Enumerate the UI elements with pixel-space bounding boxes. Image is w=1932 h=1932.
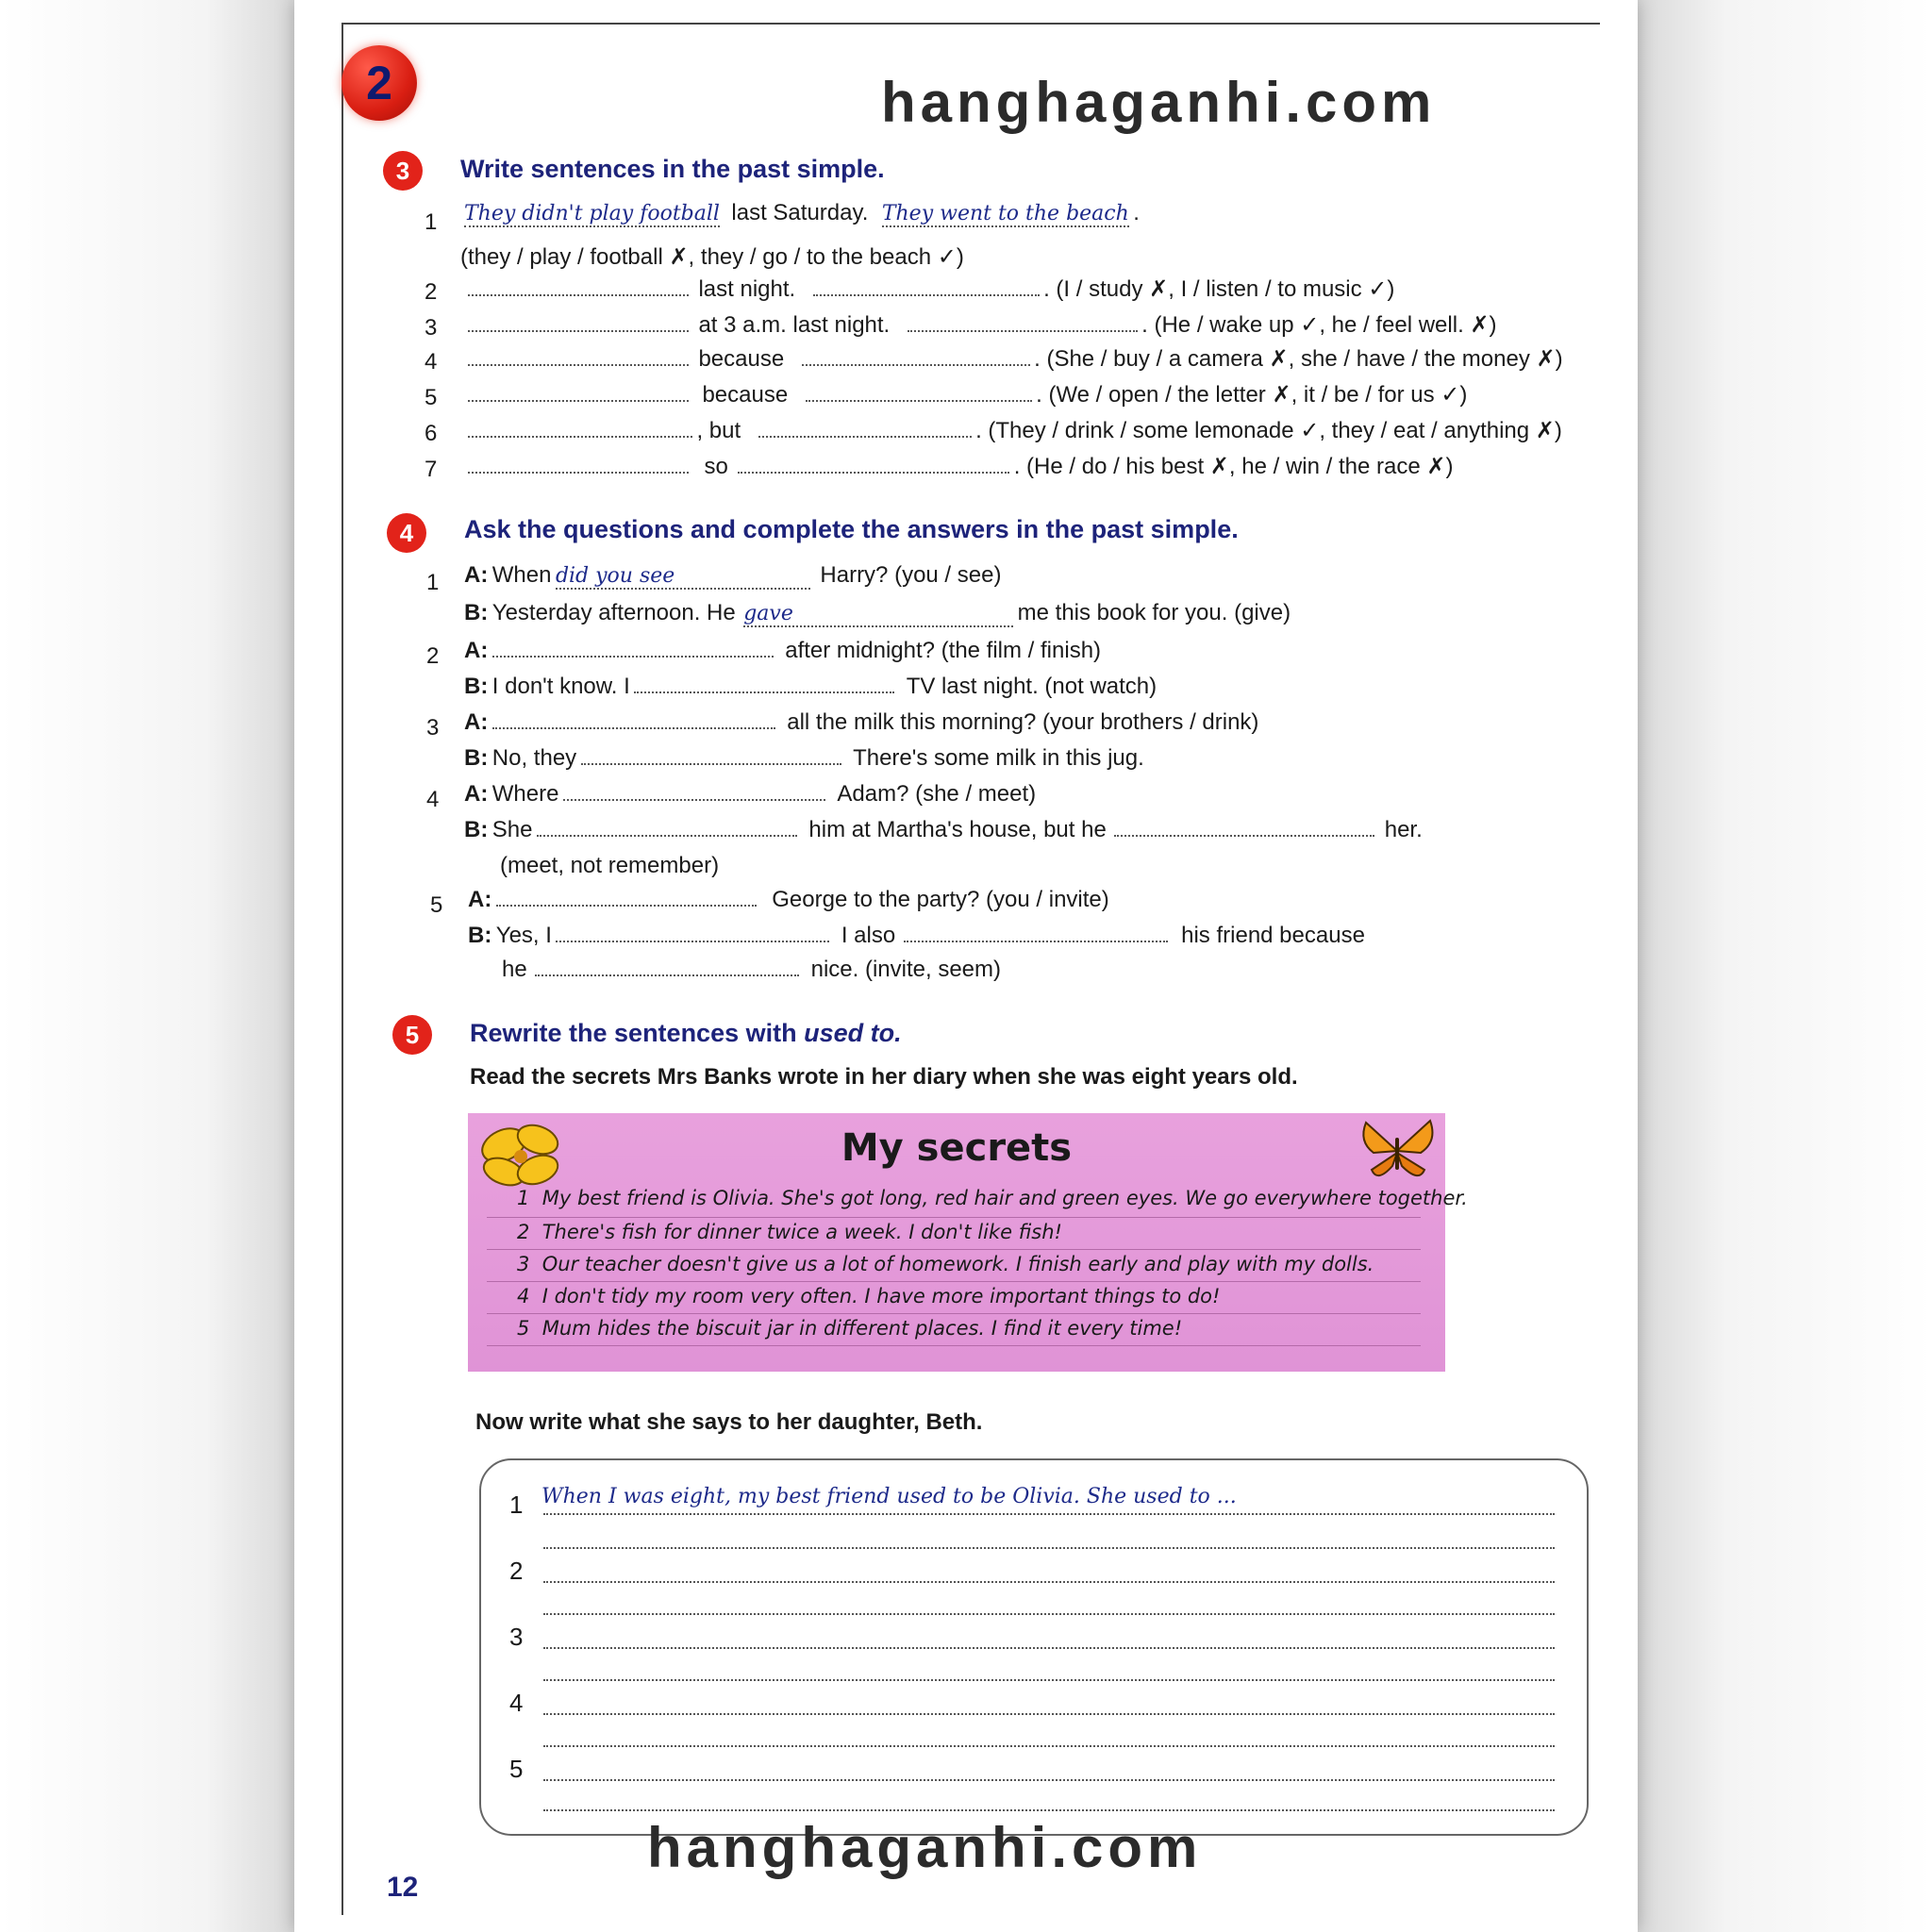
ex4-q5-c-post: nice. (invite, seem)	[810, 957, 1002, 982]
ex4-q4-a-label: A:	[464, 781, 489, 807]
ex3-item-6-line	[468, 417, 1562, 444]
ex4-q5-number: 5	[430, 892, 443, 918]
ex3-item-7-prompt: . (He / do / his best ✗, he / win / the race ✗)	[1013, 454, 1454, 479]
ex4-q1-a-answer: did you see	[556, 564, 810, 590]
secret-text: I don't tidy my room very often. I have more important things to do!	[541, 1285, 1221, 1307]
page-shadow-right	[1638, 0, 1932, 1932]
ex4-q4-b-line	[464, 817, 1423, 843]
ex4-q2-b-blank[interactable]	[634, 690, 894, 693]
ex4-q4-a-line	[464, 781, 1036, 808]
ex4-q3-b-pre: No, they	[491, 745, 577, 771]
write-number-4: 4	[509, 1689, 524, 1717]
ex3-item-6-number: 6	[425, 421, 438, 446]
exercise-5-title-text: Rewrite the sentences with	[470, 1019, 805, 1047]
ex4-q5-a-label: A:	[468, 887, 492, 912]
ex4-q1-number: 1	[426, 570, 440, 595]
write-number-2: 2	[509, 1557, 524, 1585]
ex3-item-7-line	[468, 453, 1453, 480]
ex3-item-4-prompt: . (She / buy / a camera ✗, she / have / the money ✗)	[1034, 346, 1563, 372]
answer-line-4a[interactable]	[543, 1713, 1555, 1715]
page-shadow-left	[0, 0, 294, 1932]
butterfly-icon	[1355, 1113, 1440, 1189]
ex4-q4-a-post: Adam? (she / meet)	[837, 781, 1037, 807]
ex3-item-2-mid: last night.	[698, 276, 796, 302]
ex4-q5-b-blank-1[interactable]	[556, 939, 829, 942]
ex4-q2-b-pre: I don't know. I	[491, 674, 630, 699]
exercise-5-instruction-2: Now write what she says to her daughter, Beth.	[475, 1409, 983, 1435]
ex3-item-4-line	[468, 345, 1563, 373]
ex3-item-5-number: 5	[425, 385, 438, 410]
ex3-example-prompt: (they / play / football ✗, they / go / to the beach ✓)	[460, 244, 964, 270]
ex3-item-7-blank-2[interactable]	[738, 470, 1009, 474]
ex3-item-6-blank-1[interactable]	[468, 434, 692, 438]
ex4-q4-b-blank-1[interactable]	[537, 833, 797, 837]
answer-line-5a[interactable]	[543, 1779, 1555, 1781]
ex3-item-6-blank-2[interactable]	[758, 434, 972, 438]
ex4-q1-a-pre: When	[491, 562, 552, 588]
ex3-item-3-mid: at 3 a.m. last night.	[698, 312, 891, 338]
answer-line-2a[interactable]	[543, 1581, 1555, 1583]
ex4-q5-a-post: George to the party? (you / invite)	[772, 887, 1109, 912]
ex3-item-2-blank-2[interactable]	[813, 292, 1040, 296]
ex4-q3-a-post: all the milk this morning? (your brothers / drink)	[787, 709, 1259, 735]
ex3-item-5-prompt: . (We / open / the letter ✗, it / be / for us ✓)	[1036, 382, 1468, 408]
ex3-item-5-blank-2[interactable]	[806, 398, 1032, 402]
secret-item-3	[517, 1253, 1374, 1275]
ex4-q2-b-line	[464, 674, 1157, 700]
ex4-q3-a-line	[464, 709, 1258, 736]
ex3-item-2-number: 2	[425, 279, 438, 305]
ex4-q2-a-blank[interactable]	[492, 654, 774, 658]
secret-rule	[487, 1217, 1421, 1218]
answer-line-3b[interactable]	[543, 1679, 1555, 1681]
ex4-q1-a-line	[464, 562, 1001, 590]
ex3-item-4-blank-1[interactable]	[468, 362, 689, 366]
ex4-q3-b-label: B:	[464, 745, 489, 771]
exercise-3-number: 3	[383, 151, 423, 191]
ex3-example-end: .	[1133, 200, 1140, 225]
ex4-q2-b-label: B:	[464, 674, 489, 699]
ex4-q5-a-blank[interactable]	[496, 903, 757, 907]
watermark-bottom: hanghaganhi.com	[647, 1816, 1203, 1879]
ex4-q3-a-label: A:	[464, 709, 489, 735]
ex4-q5-b-post: his friend because	[1181, 923, 1365, 948]
ex4-q2-a-line	[464, 638, 1101, 664]
secrets-panel	[468, 1113, 1468, 1372]
ex3-item-3-number: 3	[425, 315, 438, 341]
ex3-item-2-prompt: . (I / study ✗, I / listen / to music ✓)	[1043, 276, 1395, 302]
ex3-item-6-mid: , but	[696, 418, 741, 443]
ex4-q4-b-prompt: (meet, not remember)	[500, 853, 720, 878]
secret-rule	[487, 1281, 1421, 1282]
secret-text: There's fish for dinner twice a week. I don't like fish!	[541, 1221, 1062, 1243]
secret-text: Our teacher doesn't give us a lot of homework. I finish early and play with my dolls.	[541, 1253, 1374, 1275]
secret-number: 2	[517, 1221, 530, 1243]
ex4-q4-a-pre: Where	[491, 781, 559, 807]
exercise-5-title-emphasis: used to.	[804, 1019, 902, 1047]
ex4-q5-c-blank[interactable]	[535, 973, 799, 976]
ex3-item-1-line	[464, 200, 1140, 226]
ex3-item-1-number: 1	[425, 209, 438, 235]
write-number-5: 5	[509, 1755, 524, 1783]
ex3-item-4-number: 4	[425, 349, 438, 375]
secret-item-4	[517, 1285, 1220, 1307]
write-number-3: 3	[509, 1623, 524, 1651]
ex4-q1-b-label: B:	[464, 600, 489, 625]
ex4-q4-b-pre: She	[491, 817, 533, 842]
secret-rule	[487, 1313, 1421, 1314]
secret-item-5	[517, 1317, 1182, 1340]
answer-line-1b[interactable]	[543, 1547, 1555, 1549]
ex3-item-4-mid: because	[698, 346, 785, 372]
ex4-q5-b-blank-2[interactable]	[904, 939, 1168, 942]
ex3-item-3-blank-2[interactable]	[908, 328, 1138, 332]
ex3-item-2-blank-1[interactable]	[468, 292, 689, 296]
ex4-q1-b-line	[464, 600, 1291, 627]
ex4-q5-b-mid: I also	[841, 923, 896, 948]
ex4-q4-b-blank-2[interactable]	[1114, 833, 1374, 837]
watermark-top: hanghaganhi.com	[881, 71, 1437, 134]
ex3-example-answer-1: They didn't play football	[464, 202, 720, 225]
ex4-q3-b-blank[interactable]	[581, 761, 841, 765]
ex3-item-5-line	[468, 381, 1467, 408]
ex4-q5-a-line	[468, 887, 1109, 913]
ex3-item-3-prompt: . (He / wake up ✓, he / feel well. ✗)	[1141, 312, 1497, 338]
ex4-q4-number: 4	[426, 787, 440, 812]
ex3-item-7-mid: so	[704, 454, 728, 479]
ex4-q5-c-line	[502, 957, 1001, 983]
exercise-5-title	[470, 1019, 902, 1048]
secrets-title: My secrets	[841, 1126, 1073, 1170]
ex3-item-7-number: 7	[425, 457, 438, 482]
answer-line-3a[interactable]	[543, 1647, 1555, 1649]
ex3-item-6-prompt: . (They / drink / some lemonade ✓, they / eat / anything ✗)	[975, 418, 1562, 443]
secret-item-1	[517, 1187, 1468, 1209]
exercise-5-number: 5	[392, 1015, 432, 1055]
ex4-q5-c-pre: he	[502, 957, 527, 982]
ex4-q1-b-answer: gave	[743, 602, 1013, 627]
ex4-q1-a-label: A:	[464, 562, 489, 588]
answer-line-5b[interactable]	[543, 1809, 1555, 1811]
ex4-q3-number: 3	[426, 715, 440, 741]
example-answer: When I was eight, my best friend used to be Olivia. She used to ...	[541, 1485, 1237, 1508]
ex4-q4-b-post: her.	[1384, 817, 1423, 842]
ex4-q5-b-label: B:	[468, 923, 492, 948]
secret-number: 5	[517, 1317, 530, 1340]
exercise-5-instruction: Read the secrets Mrs Banks wrote in her diary when she was eight years old.	[470, 1064, 1298, 1090]
ex3-example-answer-2: They went to the beach	[881, 202, 1129, 225]
ex4-q1-b-pre: Yesterday afternoon. He	[491, 600, 736, 625]
exercise-3-title: Write sentences in the past simple.	[460, 155, 885, 183]
ex4-q2-b-post: TV last night. (not watch)	[906, 674, 1158, 699]
ex3-example-text-1: last Saturday.	[731, 200, 869, 225]
ex4-q2-number: 2	[426, 643, 440, 669]
page-frame-left	[341, 23, 343, 1915]
ex3-item-5-blank-1[interactable]	[468, 398, 689, 402]
ex3-item-5-mid: because	[702, 382, 789, 408]
ex4-q1-b-post: me this book for you. (give)	[1017, 600, 1291, 625]
ex3-item-4-blank-2[interactable]	[802, 362, 1030, 366]
ex4-q4-b-label: B:	[464, 817, 489, 842]
secret-text: Mum hides the biscuit jar in different places. I find it every time!	[541, 1317, 1183, 1340]
write-number-1: 1	[509, 1491, 524, 1519]
ex3-item-2-line	[468, 275, 1394, 303]
secret-number: 4	[517, 1285, 530, 1307]
exercise-4-number: 4	[387, 513, 426, 553]
unit-number-badge: 2	[341, 45, 417, 121]
ex4-q1-a-post: Harry? (you / see)	[820, 562, 1002, 588]
ex4-q3-b-line	[464, 745, 1144, 772]
exercise-4-title: Ask the questions and complete the answers in the past simple.	[464, 515, 1239, 543]
secret-number: 3	[517, 1253, 530, 1275]
ex4-q2-a-post: after midnight? (the film / finish)	[785, 638, 1102, 663]
answer-line-4b[interactable]	[543, 1745, 1555, 1747]
secret-number: 1	[517, 1187, 530, 1209]
ex4-q5-b-line	[468, 923, 1365, 949]
answer-line-1a[interactable]	[543, 1513, 1555, 1515]
ex3-item-3-line	[468, 311, 1497, 339]
ex4-q5-b-pre: Yes, I	[495, 923, 552, 948]
answer-line-2b[interactable]	[543, 1613, 1555, 1615]
page-frame-top	[341, 23, 1600, 25]
secret-item-2	[517, 1221, 1062, 1243]
ex4-q3-b-post: There's some milk in this jug.	[853, 745, 1144, 771]
ex4-q4-a-blank[interactable]	[563, 797, 825, 801]
secret-text: My best friend is Olivia. She's got long, red hair and green eyes. We go everywhere together.	[541, 1187, 1468, 1209]
ex3-item-7-blank-1[interactable]	[468, 470, 689, 474]
ex4-q3-a-blank[interactable]	[492, 725, 775, 729]
secret-rule	[487, 1249, 1421, 1250]
ex3-item-3-blank-1[interactable]	[468, 328, 689, 332]
ex4-q4-b-mid: him at Martha's house, but he	[808, 817, 1107, 842]
page-number: 12	[387, 1872, 419, 1903]
ex4-q2-a-label: A:	[464, 638, 489, 663]
secret-rule	[487, 1345, 1421, 1346]
